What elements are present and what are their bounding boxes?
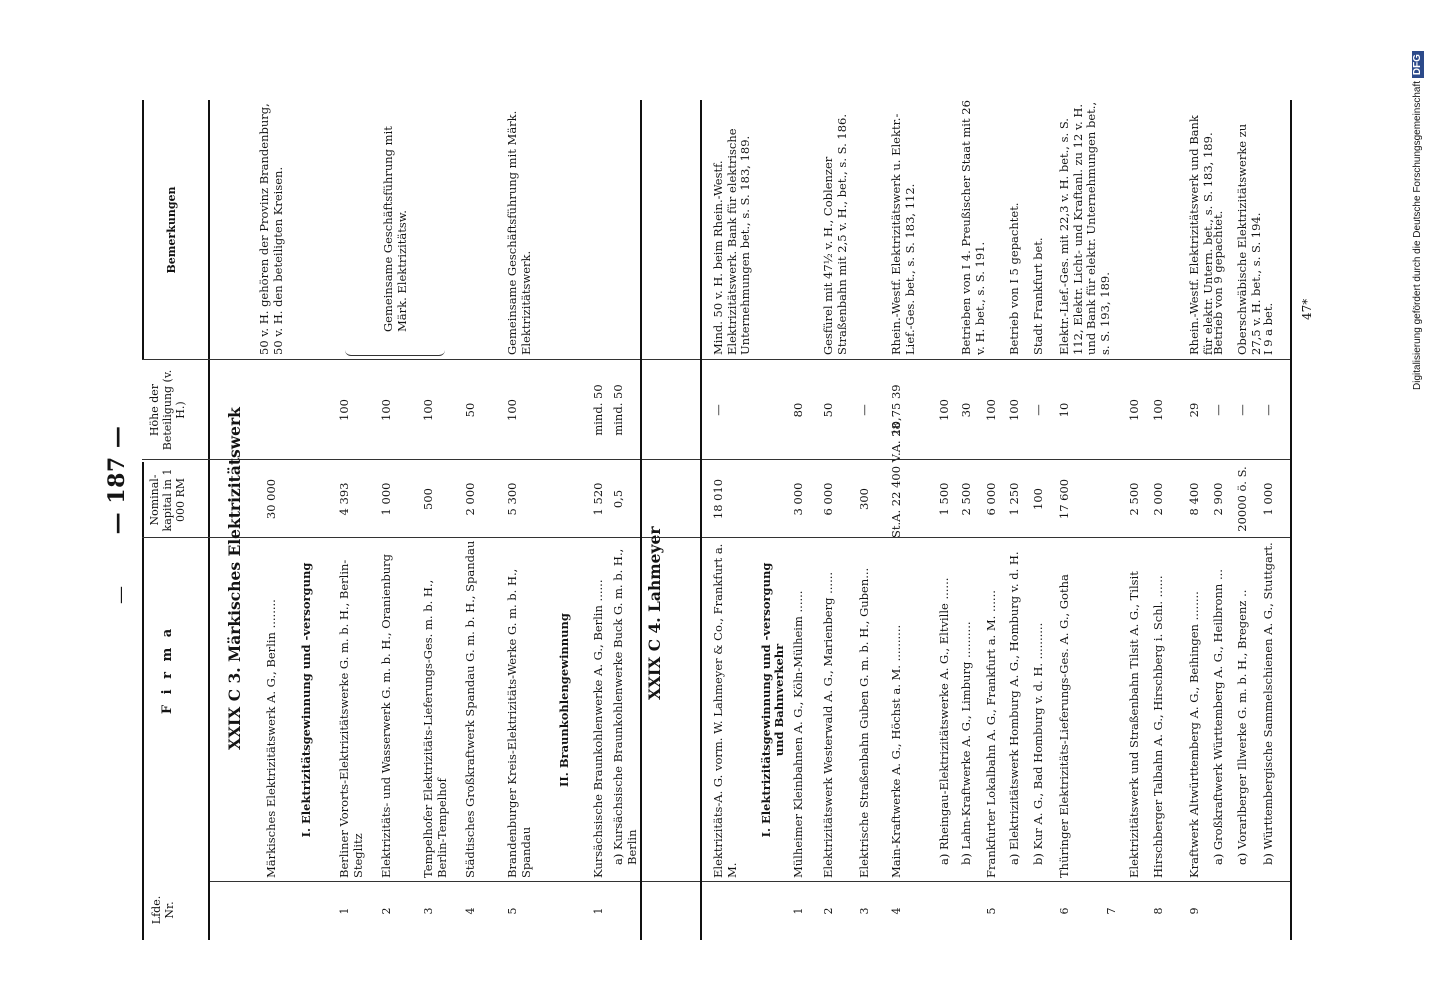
row-bemerkung: Rhein.-Westf. Elektrizitätswerk u. Elektr.-Lief.-Ges. bet., s. S. 183, 112.: [889, 113, 917, 355]
row-firma: a) Kursächsische Braunkohlenwerke Buck G. m. b. H., Berlin: [611, 548, 639, 865]
row-firma: Brandenburger Kreis-Elektrizitäts-Werke G. m. b. H., Spandau: [505, 568, 533, 878]
row-bemerkung: Gemeinsame Geschäftsführung mit Märk. Elektrizitätswerk.: [505, 110, 533, 355]
subheading: I. Elektrizitätsgewinnung und -versorgung und Bahnverkehr: [759, 562, 786, 838]
row-firma: b) Kur A. G., Bad Homburg v. d. H. ..........: [1031, 622, 1045, 865]
side-note-text: Digitalisierung gefördert durch die Deutsche Forschungsgemeinschaft: [1412, 80, 1423, 390]
subheading: I. Elektrizitätsgewinnung und -versorgung: [299, 562, 313, 838]
row-hoehe: mind. 50: [611, 384, 625, 436]
row-hoehe: 10: [1057, 402, 1071, 418]
row-nr: 5: [506, 907, 519, 915]
row-bemerkung: 50 v. H. gehören der Provinz Brandenburg, 50 v. H. den beteiligten Kreisen.: [257, 103, 285, 355]
row-nr: 1: [792, 907, 805, 915]
row-firma: a) Rheingau-Elektrizitätswerke A. G., Eltville ......: [937, 577, 951, 865]
row-nr: 5: [985, 907, 998, 915]
row-nr: 2: [380, 907, 393, 915]
row-hoehe: 10,75 39: [889, 384, 903, 436]
header-lfd-nr: Lfde. Nr.: [150, 895, 176, 925]
section-title-c4: XXIX C 4. Lahmeyer: [645, 526, 664, 700]
row-kapital: 1 000: [1261, 482, 1275, 516]
row-nr: 3: [858, 907, 871, 915]
row-bemerkung: Oberschwäbische Elektrizitätswerke zu 27,5 v. H. bet., s. S. 194.: [1235, 123, 1263, 355]
row-kapital: 2 900: [1211, 482, 1225, 516]
row-firma: Elektrizitäts-A. G. vorm. W. Lahmeyer & Co., Frankfurt a. M.: [711, 543, 739, 878]
row-firma: Berliner Vororts-Elektrizitätswerke G. m. b. H., Berlin-Steglitz: [337, 559, 365, 878]
table-rule-bottom: [1290, 100, 1292, 940]
row-hoehe: 100: [937, 399, 951, 421]
row-nr: 1: [338, 907, 351, 915]
row-kapital: 1 520: [591, 482, 605, 516]
row-firma: b) Lahn-Kraftwerke A. G., Limburg ..........: [959, 621, 973, 865]
row-kapital: 30 000: [264, 478, 278, 520]
row-nr: 1: [592, 907, 605, 915]
row-firma: Thüringer Elektrizitäts-Lieferungs-Ges. A. G., Gotha: [1057, 574, 1071, 878]
row-hoehe: —: [1031, 404, 1045, 416]
row-kapital: 0,5: [611, 489, 625, 509]
row-bemerkung: I 9 a bet.: [1261, 302, 1275, 355]
header-firma: F i r m a: [160, 625, 175, 715]
row-kapital: 2 000: [463, 482, 477, 516]
row-firma: Elektrizitätswerk und Straßenbahn Tilsit A. G., Tilsit: [1127, 571, 1141, 878]
section-rule: [640, 100, 642, 940]
section-rule-2: [700, 100, 702, 940]
row-kapital: 4 393: [337, 482, 351, 516]
row-hoehe: 100: [505, 399, 519, 421]
row-hoehe: 100: [1127, 399, 1141, 421]
row-kapital: 100: [1031, 488, 1045, 510]
row-firma: Hirschberger Talbahn A. G., Hirschberg i. Schl. ......: [1151, 575, 1165, 878]
row-hoehe: mind. 50: [591, 384, 605, 436]
row-nr: 3: [422, 907, 435, 915]
row-firma: a) Elektrizitätswerk Homburg A. G., Homburg v. d. H.: [1007, 551, 1021, 865]
row-firma: Elektrizitätswerk Westerwald A. G., Marienberg ......: [821, 571, 835, 878]
row-firma: Main-Kraftwerke A. G., Höchst a. M. ..........: [889, 624, 903, 878]
row-bemerkung: Gemeinsame Geschäftsführung mit Märk. Elektrizitätsw.: [381, 126, 409, 332]
row-hoehe: 100: [984, 399, 998, 421]
page-footnote: 47*: [1300, 298, 1314, 320]
row-bemerkung: Mind. 50 v. H. beim Rhein.-Westf. Elektrizitätswerk. Bank für elektrische Unternehmungen bet., s. S. 183, 189.: [711, 128, 752, 355]
subheading: II. Braunkohlengewinnung: [557, 613, 571, 787]
row-hoehe: 100: [421, 399, 435, 421]
row-hoehe: 80: [791, 402, 805, 418]
row-firma: Märkisches Elektrizitätswerk A. G., Berlin ........: [264, 599, 278, 878]
row-bemerkung: Elektr.-Lief.-Ges. mit 22,3 v. H. bet., s. S. 112, Elektr. Licht- und Kraftanl. zu 12 v. H. und Bank für elektr. Unternehmungen bet., s. S. 193, 189.: [1057, 101, 1112, 355]
row-firma: Städtisches Großkraftwerk Spandau G. m. b. H., Spandau: [463, 540, 477, 878]
col-line-bem-2: [702, 359, 1290, 360]
section-title-c3: XXIX C 3. Märkisches Elektrizitätswerk: [225, 407, 244, 750]
col-line-kapital-2: [702, 537, 1290, 538]
row-hoehe: —: [711, 404, 725, 416]
row-nr: 4: [464, 907, 477, 915]
row-hoehe: 100: [379, 399, 393, 421]
row-hoehe: 29: [1187, 402, 1201, 418]
row-bemerkung: Stadt Frankfurt bet.: [1031, 237, 1045, 355]
col-line-nr-2: [702, 881, 1290, 882]
brace: [345, 341, 445, 356]
row-nr: 8: [1152, 907, 1165, 915]
dfg-logo: DFG: [1412, 51, 1424, 78]
row-firma: b) Württembergische Sammelschienen A. G., Stuttgart.: [1261, 542, 1275, 865]
row-kapital: 2 500: [959, 482, 973, 516]
row-hoehe: 30: [959, 402, 973, 418]
row-firma: a) Großkraftwerk Württemberg A. G., Heilbronn ...: [1211, 569, 1225, 865]
row-nr: 6: [1058, 907, 1071, 915]
header-rule-top: [142, 100, 144, 360]
row-kapital: St.A. 22 400 V.A. 28: [889, 422, 903, 538]
row-firma: Elektrizitäts- und Wasserwerk G. m. b. H., Oranienburg: [379, 554, 393, 878]
col-line-hoehe-2: [702, 459, 1290, 460]
row-bemerkung: Gesfürel mit 47½ v. H., Coblenzer Straßenbahn mit 2,5 v. H., bet., s. S. 186.: [821, 113, 849, 355]
row-hoehe: 100: [337, 399, 351, 421]
header-hoehe: Höhe der Beteiligung (v. H.): [148, 369, 187, 451]
row-kapital: 6 000: [821, 482, 835, 516]
row-kapital: 17 600: [1057, 478, 1071, 520]
row-kapital: 1 500: [937, 482, 951, 516]
page-number: — 187 —: [104, 425, 130, 535]
row-kapital: 5 300: [505, 482, 519, 516]
row-nr: 2: [822, 907, 835, 915]
row-kapital: 2 500: [1127, 482, 1141, 516]
row-bemerkung: Rhein.-Westf. Elektrizitätswerk und Bank für elektr. Untern. bet., s. S. 183, 189.: [1187, 115, 1215, 355]
row-hoehe: 50: [463, 402, 477, 418]
header-rule-top-left: [142, 462, 144, 940]
header-kapital: Nominal- kapital in 1 000 RM: [148, 468, 187, 532]
row-bemerkung: Betrieben von I 4. Preußischer Staat mit 26 v. H. bet., s. S. 191.: [959, 100, 987, 355]
row-hoehe: —: [1235, 404, 1249, 416]
row-kapital: 18 010: [711, 478, 725, 520]
row-kapital: 3 000: [791, 482, 805, 516]
row-firma: α) Vorarlberger Illwerke G. m. b. H., Bregenz ..: [1235, 589, 1249, 865]
row-hoehe: 50: [821, 402, 835, 418]
row-kapital: 1 000: [379, 482, 393, 516]
row-bemerkung: Betrieb von 9 gepachtet.: [1211, 210, 1225, 355]
header-bemerkungen: Bemerkungen: [165, 186, 178, 274]
row-firma: Frankfurter Lokalbahn A. G., Frankfurt a. M. ......: [984, 590, 998, 878]
row-nr: 9: [1188, 907, 1201, 915]
row-kapital: 2 000: [1151, 482, 1165, 516]
row-hoehe: —: [1261, 404, 1275, 416]
row-hoehe: 100: [1151, 399, 1165, 421]
row-firma: Tempelhofer Elektrizitäts-Lieferungs-Ges. m. b. H., Berlin-Tempelhof: [421, 579, 449, 878]
row-firma: Kraftwerk Altwürttemberg A. G., Beihingen ........: [1187, 591, 1201, 878]
row-kapital: 1 250: [1007, 482, 1021, 516]
row-bemerkung: Betrieb von I 5 gepachtet.: [1007, 202, 1021, 355]
header-rule-bottom: [208, 100, 210, 940]
row-kapital: 500: [421, 488, 435, 510]
row-nr: 4: [890, 907, 903, 915]
row-kapital: 8 400: [1187, 482, 1201, 516]
row-kapital: 20000 ö. S.: [1235, 466, 1249, 532]
row-hoehe: —: [1211, 404, 1225, 416]
row-firma: Mülheimer Kleinbahnen A. G., Köln-Mülheim ......: [791, 590, 805, 878]
row-firma: Elektrische Straßenbahn Guben G. m. b. H., Guben...: [857, 567, 871, 878]
row-kapital: 6 000: [984, 482, 998, 516]
row-kapital: 300: [857, 488, 871, 510]
row-nr: 7: [1105, 907, 1118, 915]
side-note: [1408, 10, 1428, 390]
row-hoehe: 100: [1007, 399, 1021, 421]
row-hoehe: —: [857, 404, 871, 416]
row-firma: Kursächsische Braunkohlenwerke A. G., Berlin ......: [591, 579, 605, 878]
page-dash-left: —: [110, 586, 131, 604]
